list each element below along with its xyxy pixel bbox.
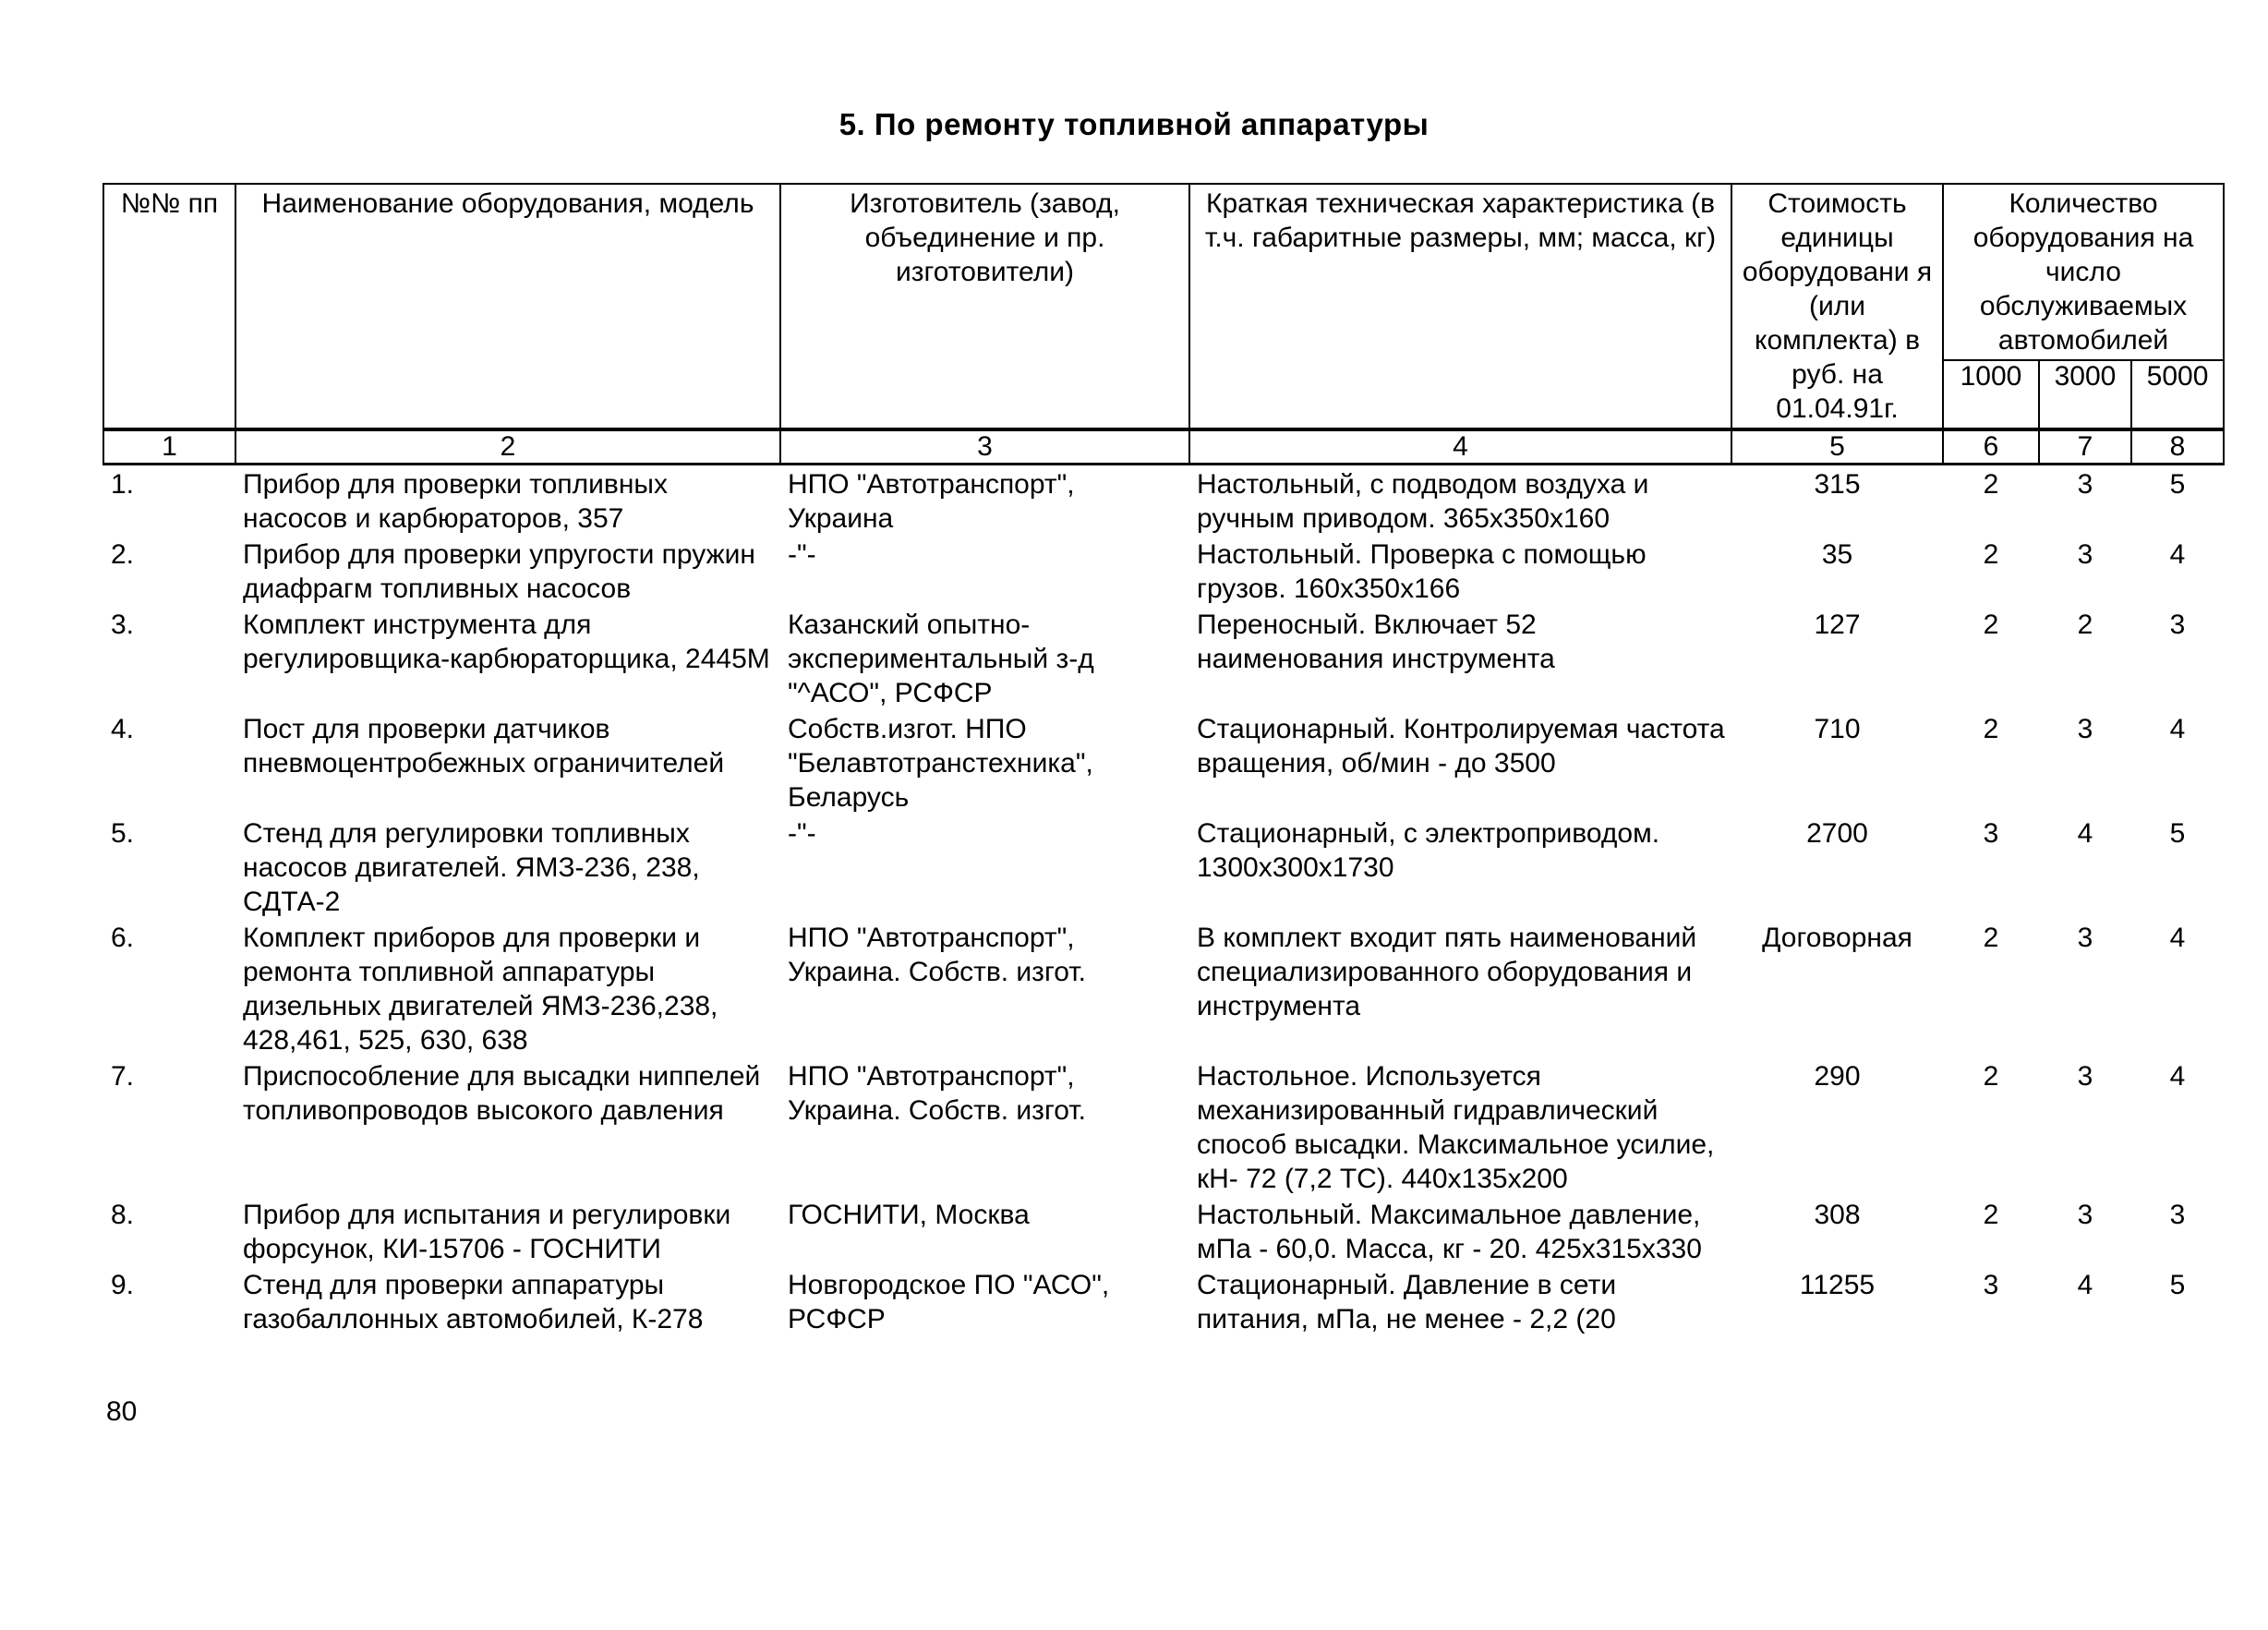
qty-3000: 3 [2077, 539, 2093, 570]
qty-3000: 3 [2077, 469, 2093, 500]
column-number: 2 [235, 429, 780, 465]
qty-5000: 5 [2169, 1270, 2186, 1300]
technical-spec: Настольный. Максимальное давление, мПа - 60,0. Масса, кг - 20. 425x315x330 [1197, 1200, 1702, 1264]
technical-spec: Стационарный. Давление в сети питания, мПа, не менее - 2,2 (20 [1197, 1270, 1617, 1334]
manufacturer: -"- [788, 539, 816, 570]
manufacturer: Новгородское ПО "АСО", РСФСР [788, 1270, 1110, 1334]
table-row [103, 606, 2224, 710]
equipment-name: Прибор для проверки упругости пружин диафрагм топливных насосов [243, 539, 755, 604]
technical-spec: Настольное. Используется механизированный гидравлический способ высадки. Максимальное усилие, кН- 72 (7,2 ТС). 440x135x200 [1197, 1061, 1715, 1194]
technical-spec: Настольный. Проверка с помощью грузов. 160x350x166 [1197, 539, 1647, 604]
table-body [103, 465, 2224, 1337]
equipment-table [103, 183, 2225, 1336]
header-spec: Краткая техническая характеристика (в т.ч. габаритные размеры, мм; масса, кг) [1189, 184, 1731, 429]
manufacturer: НПО "Автотранспорт", Украина. Собств. изгот. [788, 923, 1086, 987]
qty-3000: 4 [2077, 1270, 2093, 1300]
manufacturer: -"- [788, 818, 816, 849]
column-number: 6 [1943, 429, 2039, 465]
header-qty-5000: 5000 [2131, 360, 2224, 429]
table-row [103, 1196, 2224, 1266]
column-number-row [103, 429, 2224, 465]
technical-spec: Настольный, с подводом воздуха и ручным приводом. 365x350x160 [1197, 469, 1649, 534]
equipment-name: Пост для проверки датчиков пневмоцентробежных ограничителей [243, 714, 725, 779]
column-number: 5 [1731, 429, 1943, 465]
header-name: Наименование оборудования, модель [235, 184, 780, 429]
table-header [103, 184, 2224, 465]
qty-1000: 2 [1983, 1061, 1999, 1092]
qty-1000: 2 [1983, 714, 1999, 744]
technical-spec: Стационарный, с электроприводом. 1300x300x1730 [1197, 818, 1660, 883]
qty-3000: 3 [2077, 1061, 2093, 1092]
unit-cost: 35 [1821, 539, 1853, 570]
qty-3000: 2 [2077, 610, 2093, 640]
equipment-name: Приспособление для высадки ниппелей топливопроводов высокого давления [243, 1061, 761, 1126]
manufacturer: НПО "Автотранспорт", Украина. Собств. изгот. [788, 1061, 1086, 1126]
row-number: 3. [111, 610, 135, 640]
unit-cost: Договорная [1762, 923, 1912, 953]
row-number: 1. [111, 469, 135, 500]
equipment-name: Комплект инструмента для регулировщика-карбюраторщика, 2445М [243, 610, 770, 674]
column-number: 3 [780, 429, 1189, 465]
unit-cost: 127 [1814, 610, 1861, 640]
qty-3000: 3 [2077, 1200, 2093, 1230]
manufacturer: НПО "Автотранспорт", Украина [788, 469, 1075, 534]
qty-1000: 2 [1983, 610, 1999, 640]
row-number: 8. [111, 1200, 135, 1230]
technical-spec: В комплект входит пять наименований специализированного оборудования и инструмента [1197, 923, 1697, 1021]
row-number: 4. [111, 714, 135, 744]
qty-5000: 3 [2169, 1200, 2186, 1230]
row-number: 2. [111, 539, 135, 570]
unit-cost: 710 [1814, 714, 1861, 744]
table-row [103, 536, 2224, 606]
unit-cost: 2700 [1806, 818, 1868, 849]
qty-5000: 4 [2169, 923, 2186, 953]
manufacturer: Казанский опытно-экспериментальный з-д "^АСО", РСФСР [788, 610, 1094, 708]
equipment-name: Стенд для регулировки топливных насосов двигателей. ЯМЗ-236, 238, СДТА-2 [243, 818, 700, 917]
column-number: 4 [1189, 429, 1731, 465]
row-number: 5. [111, 818, 135, 849]
equipment-name: Комплект приборов для проверки и ремонта топливной аппаратуры дизельных двигателей ЯМЗ-236,238, 428,461, 525, 630, 638 [243, 923, 718, 1056]
table-row [103, 1057, 2224, 1196]
qty-1000: 2 [1983, 539, 1999, 570]
unit-cost: 315 [1814, 469, 1861, 500]
page-number: 80 [106, 1396, 138, 1427]
header-maker: Изготовитель (завод, объединение и пр. изготовители) [780, 184, 1189, 429]
qty-3000: 3 [2077, 714, 2093, 744]
manufacturer: Собств.изгот. НПО "Белавтотранстехника", Беларусь [788, 714, 1093, 813]
row-number: 6. [111, 923, 135, 953]
row-number: 7. [111, 1061, 135, 1092]
technical-spec: Стационарный. Контролируемая частота вращения, об/мин - до 3500 [1197, 714, 1725, 779]
unit-cost: 290 [1814, 1061, 1861, 1092]
qty-1000: 2 [1983, 469, 1999, 500]
table-row [103, 1266, 2224, 1336]
qty-3000: 3 [2077, 923, 2093, 953]
qty-1000: 3 [1983, 1270, 1999, 1300]
table-row [103, 919, 2224, 1057]
qty-5000: 5 [2169, 469, 2186, 500]
header-qty-1000: 1000 [1943, 360, 2039, 429]
qty-3000: 4 [2077, 818, 2093, 849]
manufacturer: ГОСНИТИ, Москва [788, 1200, 1030, 1230]
equipment-name: Прибор для проверки топливных насосов и карбюраторов, 357 [243, 469, 668, 534]
header-cost: Стоимость единицы оборудовани я (или комплекта) в руб. на 01.04.91г. [1731, 184, 1943, 429]
page-title: 5. По ремонту топливной аппаратуры [838, 107, 1430, 141]
equipment-name: Прибор для испытания и регулировки форсунок, КИ-15706 - ГОСНИТИ [243, 1200, 731, 1264]
table-row [103, 710, 2224, 815]
unit-cost: 308 [1814, 1200, 1861, 1230]
equipment-name: Стенд для проверки аппаратуры газобаллонных автомобилей, К-278 [243, 1270, 704, 1334]
row-number: 9. [111, 1270, 135, 1300]
header-qty-3000: 3000 [2039, 360, 2131, 429]
qty-5000: 5 [2169, 818, 2186, 849]
table-row [103, 815, 2224, 919]
qty-1000: 2 [1983, 923, 1999, 953]
header-qty: Количество оборудования на число обслуживаемых автомобилей [1943, 184, 2224, 360]
qty-5000: 4 [2169, 714, 2186, 744]
qty-5000: 4 [2169, 1061, 2186, 1092]
qty-5000: 4 [2169, 539, 2186, 570]
qty-1000: 3 [1983, 818, 1999, 849]
technical-spec: Переносный. Включает 52 наименования инструмента [1197, 610, 1555, 674]
column-number: 8 [2131, 429, 2224, 465]
table-row [103, 465, 2224, 537]
unit-cost: 11255 [1799, 1270, 1876, 1300]
qty-5000: 3 [2169, 610, 2186, 640]
column-number: 1 [103, 429, 235, 465]
column-number: 7 [2039, 429, 2131, 465]
qty-1000: 2 [1983, 1200, 1999, 1230]
header-num: №№ пп [103, 184, 235, 429]
